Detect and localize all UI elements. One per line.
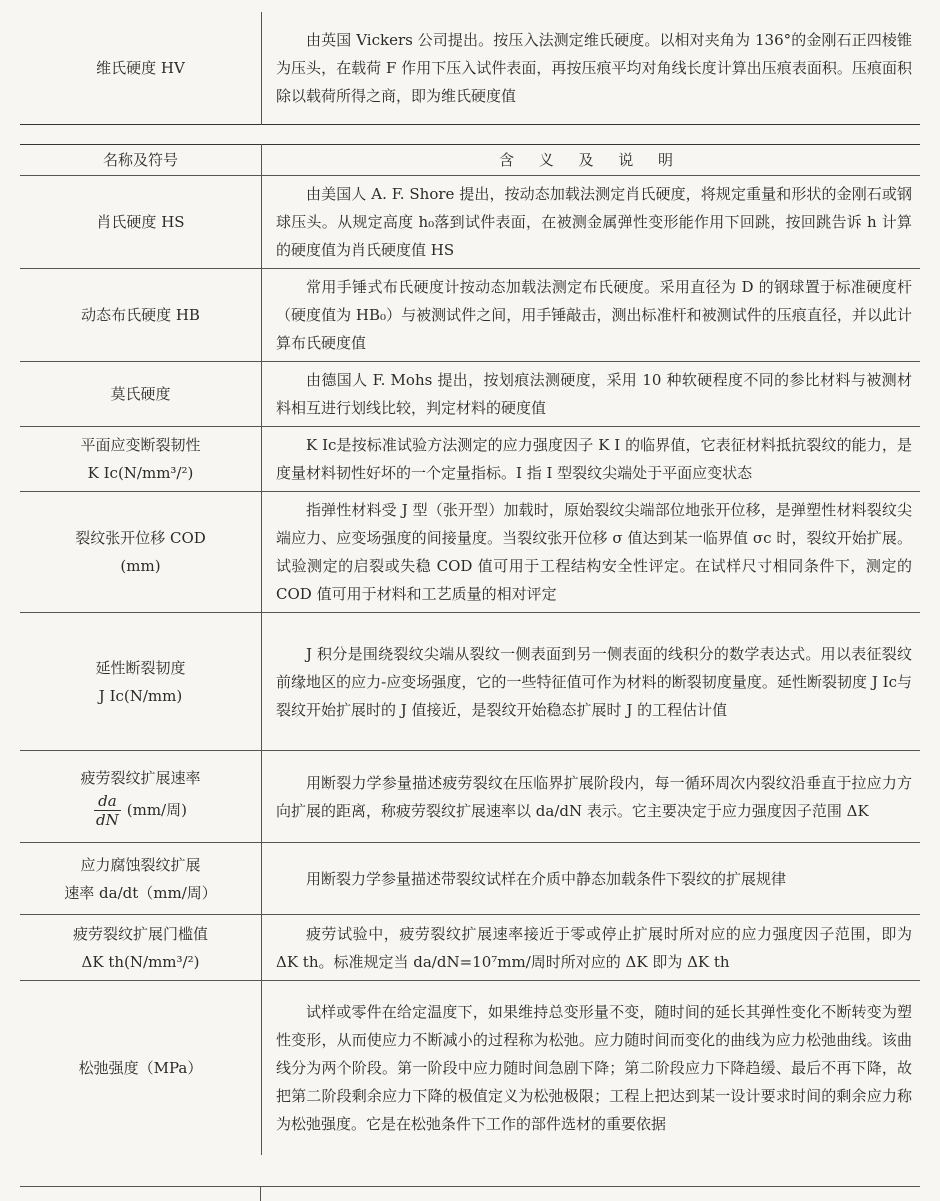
row-name-line: 疲劳裂纹扩展门槛值 [72, 924, 208, 943]
row-description: J 积分是围绕裂纹尖端从裂纹一侧表面到另一侧表面的线积分的数学表达式。用以表征裂纹前缘地区的应力-应变场强度，它的一些特征值可作为材料的断裂韧度量度。延性断裂韧度 J Ic与裂纹开始扩展时的 J 值接近，是裂纹开始稳态扩展时 J 的工程估计值 [262, 613, 921, 751]
row-name-line: ΔK th(N/mm³/²) [81, 952, 200, 971]
row-name-line: 应力腐蚀裂纹扩展 [80, 855, 201, 874]
row-description: 由美国人 A. F. Shore 提出，按动态加载法测定肖氏硬度，将规定重量和形状的金刚石或钢球压头。从规定高度 h₀落到试件表面，在被测金属弹性变形能作用下回跳，按回跳告诉 h 计算的硬度值为肖氏硬度值 HS [262, 176, 921, 269]
row-description: 疲劳试验中，疲劳裂纹扩展速率接近于零或停止扩展时所对应的应力强度因子范围，即为 ΔK th。标准规定当 da/dN=10⁷mm/周时所对应的 ΔK 即为 ΔK th [262, 915, 921, 981]
row-name-unit: (mm/周) [126, 800, 187, 819]
row-name-line: 松弛强度（MPa） [78, 1058, 203, 1077]
row-name-line: 动态布氏硬度 HB [81, 306, 200, 324]
table-row [20, 613, 920, 751]
table-row [20, 362, 920, 427]
table-row [20, 427, 920, 492]
table-row [20, 981, 920, 1155]
row-name [20, 427, 262, 492]
row-name [20, 751, 262, 843]
fraction-numerator: da [94, 792, 121, 811]
row-name-line: J Ic(N/mm) [98, 686, 183, 705]
header-description: 含 义 及 说 明 [498, 151, 684, 169]
table-row [20, 269, 920, 362]
row-description: 常用手锤式布氏硬度计按动态加载法测定布氏硬度。采用直径为 D 的钢球置于标准硬度杆（硬度值为 HB₀）与被测试件之间，用手锤敲击，测出标准杆和被测试件的压痕直径，并以此计算布氏硬度值 [262, 269, 921, 362]
row-name-line: 莫氏硬度 [110, 385, 171, 403]
row-name-line [20, 792, 261, 829]
row-name-line: 裂纹张开位移 COD [75, 529, 206, 547]
row-description: K Ic是按标准试验方法测定的应力强度因子 K I 的临界值，它表征材料抵抗裂纹的能力，是度量材料韧性好坏的一个定量指标。I 指 I 型裂纹尖端处于平面应变状态 [262, 427, 921, 492]
row-name-line: (mm) [120, 557, 161, 575]
table-row [20, 915, 920, 981]
row-name [20, 981, 262, 1155]
row-description: 由英国 Vickers 公司提出。按压入法测定维氏硬度。以相对夹角为 136°的金刚石正四棱锥为压头，在载荷 F 作用下压入试件表面，再按压痕平均对角线长度计算出压痕表面积。压痕面积除以载荷所得之商，即为维氏硬度值 [276, 30, 912, 105]
row-name-line: 速率 da/dt（mm/周） [64, 883, 217, 902]
vickers-table [20, 12, 920, 125]
row-name [20, 843, 262, 915]
row-description: 由德国人 F. Mohs 提出，按划痕法测硬度，采用 10 种软硬程度不同的参比材料与被测材料相互进行划线比较，判定材料的硬度值 [262, 362, 921, 427]
row-name-line: 肖氏硬度 HS [96, 213, 185, 231]
table-continuation-edge [20, 1186, 920, 1187]
header-name: 名称及符号 [20, 145, 262, 176]
row-name [20, 176, 262, 269]
row-description: 试样或零件在给定温度下，如果维持总变形量不变，随时间的延长其弹性变化不断转变为塑性变形，从而使应力不断减小的过程称为松弛。应力随时间而变化的曲线为应力松弛曲线。该曲线分为两个阶段。第一阶段中应力随时间急剧下降；第二阶段应力下降趋缓、最后不再下降，故把第二阶段剩余应力下降的极值定义为松弛极限；工程上把达到某一设计要求时间的剩余应力称为松弛强度。它是在松弛条件下工作的部件选材的重要依据 [262, 981, 921, 1155]
table-row [20, 843, 920, 915]
table-row [20, 176, 920, 269]
row-name [20, 362, 262, 427]
fraction-denominator: dN [96, 811, 119, 829]
row-name [20, 613, 262, 751]
row-name-line: 平面应变断裂韧性 [80, 436, 201, 454]
row-description: 指弹性材料受 J 型（张开型）加载时，原始裂纹尖端部位地张开位移，是弹塑性材料裂纹尖端应力、应变场强度的间接量度。当裂纹张开位移 σ 值达到某一临界值 σc 时，裂纹开始扩展。试验测定的启裂或失稳 COD 值可用于工程结构安全性评定。在试样尺寸相同条件下，测定的 COD 值可用于材料和工艺质量的相对评定 [262, 492, 921, 613]
row-name: 维氏硬度 HV [20, 12, 262, 124]
row-description: 用断裂力学参量描述疲劳裂纹在压临界扩展阶段内，每一循环周次内裂纹沿垂直于拉应力方向扩展的距离，称疲劳裂纹扩展速率以 da/dN 表示。它主要决定于应力强度因子范围 ΔK [262, 751, 921, 843]
fraction [94, 792, 121, 829]
row-name-line: K Ic(N/mm³/²) [87, 464, 194, 482]
row-description: 用断裂力学参量描述带裂纹试样在介质中静态加载条件下裂纹的扩展规律 [262, 843, 921, 915]
row-name [20, 492, 262, 613]
row-name-line: 疲劳裂纹扩展速率 [80, 769, 201, 787]
table-row [20, 12, 920, 124]
table-header-row [20, 145, 920, 176]
row-name [20, 915, 262, 981]
table-row [20, 492, 920, 613]
table-row [20, 751, 920, 843]
row-name [20, 269, 262, 362]
hardness-fracture-table [20, 144, 920, 1155]
row-name-line: 延性断裂韧度 [95, 658, 186, 677]
